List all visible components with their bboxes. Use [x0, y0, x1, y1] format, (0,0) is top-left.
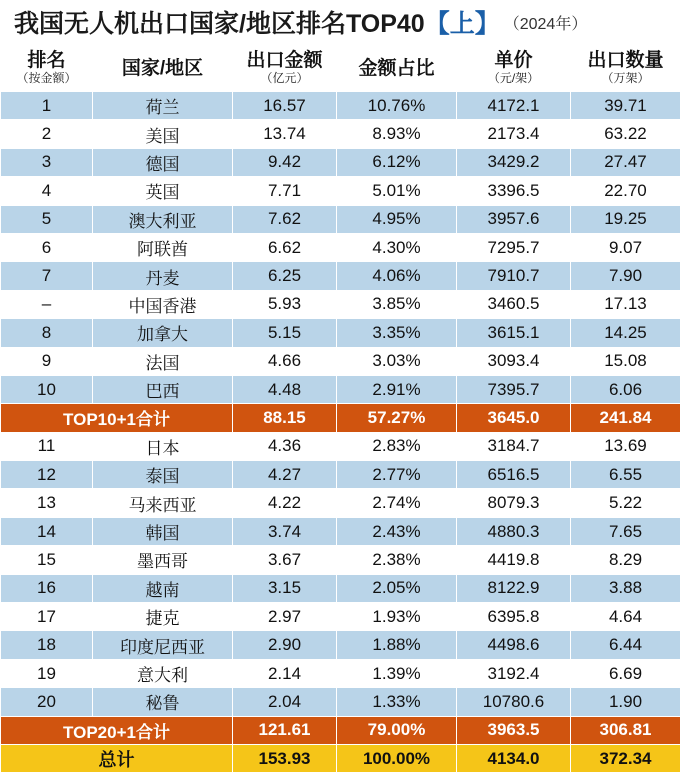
- table-row: [1, 546, 680, 574]
- cell-country: 阿联酋: [93, 233, 233, 261]
- cell-price: 3615.1: [457, 319, 571, 347]
- page-title: [0, 0, 680, 44]
- cell-country: 秘鲁: [93, 688, 233, 716]
- cell-share: 1.88%: [337, 631, 457, 659]
- header-main: 出口金额: [233, 50, 336, 71]
- header-cell-quantity: [571, 45, 680, 92]
- table-row: [1, 290, 680, 318]
- cell-price: 3645.0: [457, 404, 571, 432]
- cell-country: 意大利: [93, 659, 233, 687]
- cell-price: 10780.6: [457, 688, 571, 716]
- cell-amount: 88.15: [233, 404, 337, 432]
- table-row: [1, 205, 680, 233]
- cell-amount: 2.97: [233, 603, 337, 631]
- cell-price: 4498.6: [457, 631, 571, 659]
- table-row: [1, 177, 680, 205]
- cell-price: 3429.2: [457, 148, 571, 176]
- cell-price: 7295.7: [457, 233, 571, 261]
- cell-amount: 4.22: [233, 489, 337, 517]
- cell-country: 韩国: [93, 517, 233, 545]
- cell-country: 德国: [93, 148, 233, 176]
- cell-rank: 2: [1, 120, 93, 148]
- cell-rank: 18: [1, 631, 93, 659]
- cell-amount: 3.67: [233, 546, 337, 574]
- cell-share: 3.03%: [337, 347, 457, 375]
- cell-quantity: 9.07: [571, 233, 680, 261]
- table-row: [1, 92, 680, 120]
- cell-country: 日本: [93, 432, 233, 460]
- cell-price: 4880.3: [457, 517, 571, 545]
- cell-amount: 5.93: [233, 290, 337, 318]
- cell-share: 2.83%: [337, 432, 457, 460]
- cell-rank: 12: [1, 461, 93, 489]
- table-row: [1, 233, 680, 261]
- cell-share: 79.00%: [337, 716, 457, 744]
- cell-label: 总计: [1, 744, 233, 772]
- cell-country: 加拿大: [93, 319, 233, 347]
- cell-price: 3396.5: [457, 177, 571, 205]
- cell-quantity: 6.55: [571, 461, 680, 489]
- cell-amount: 13.74: [233, 120, 337, 148]
- table-row: [1, 489, 680, 517]
- cell-rank: –: [1, 290, 93, 318]
- header-sub: （元/架）: [457, 71, 570, 86]
- cell-amount: 7.62: [233, 205, 337, 233]
- header-cell-price: [457, 45, 571, 92]
- header-main: 单价: [457, 50, 570, 71]
- header-cell-country: [93, 45, 233, 92]
- table-row: [1, 659, 680, 687]
- cell-country: 法国: [93, 347, 233, 375]
- cell-amount: 4.48: [233, 375, 337, 403]
- cell-amount: 6.25: [233, 262, 337, 290]
- cell-rank: 6: [1, 233, 93, 261]
- cell-rank: 17: [1, 603, 93, 631]
- cell-amount: 3.15: [233, 574, 337, 602]
- cell-amount: 6.62: [233, 233, 337, 261]
- cell-quantity: 27.47: [571, 148, 680, 176]
- table-header-row: [1, 45, 680, 92]
- cell-price: 3184.7: [457, 432, 571, 460]
- cell-country: 巴西: [93, 375, 233, 403]
- cell-country: 中国香港: [93, 290, 233, 318]
- cell-rank: 5: [1, 205, 93, 233]
- cell-quantity: 13.69: [571, 432, 680, 460]
- cell-country: 英国: [93, 177, 233, 205]
- cell-country: 荷兰: [93, 92, 233, 120]
- cell-amount: 16.57: [233, 92, 337, 120]
- table-body: [1, 45, 680, 773]
- cell-country: 越南: [93, 574, 233, 602]
- cell-amount: 4.36: [233, 432, 337, 460]
- cell-share: 2.38%: [337, 546, 457, 574]
- cell-amount: 2.14: [233, 659, 337, 687]
- cell-rank: 7: [1, 262, 93, 290]
- cell-share: 100.00%: [337, 744, 457, 772]
- cell-rank: 3: [1, 148, 93, 176]
- cell-price: 8079.3: [457, 489, 571, 517]
- cell-quantity: 8.29: [571, 546, 680, 574]
- cell-rank: 8: [1, 319, 93, 347]
- cell-label: TOP20+1合计: [1, 716, 233, 744]
- cell-country: 印度尼西亚: [93, 631, 233, 659]
- cell-share: 1.39%: [337, 659, 457, 687]
- table-row: [1, 375, 680, 403]
- cell-rank: 15: [1, 546, 93, 574]
- cell-price: 3093.4: [457, 347, 571, 375]
- header-main: 金额占比: [337, 58, 456, 79]
- cell-rank: 1: [1, 92, 93, 120]
- cell-price: 6516.5: [457, 461, 571, 489]
- cell-country: 马来西亚: [93, 489, 233, 517]
- cell-amount: 7.71: [233, 177, 337, 205]
- cell-amount: 4.27: [233, 461, 337, 489]
- cell-label: TOP10+1合计: [1, 404, 233, 432]
- cell-share: 4.06%: [337, 262, 457, 290]
- cell-share: 5.01%: [337, 177, 457, 205]
- cell-share: 3.85%: [337, 290, 457, 318]
- subtotal-row: [1, 404, 680, 432]
- cell-price: 4172.1: [457, 92, 571, 120]
- cell-country: 泰国: [93, 461, 233, 489]
- table-row: [1, 319, 680, 347]
- cell-price: 7910.7: [457, 262, 571, 290]
- cell-share: 2.43%: [337, 517, 457, 545]
- cell-amount: 3.74: [233, 517, 337, 545]
- cell-amount: 153.93: [233, 744, 337, 772]
- cell-quantity: 241.84: [571, 404, 680, 432]
- cell-quantity: 19.25: [571, 205, 680, 233]
- cell-country: 美国: [93, 120, 233, 148]
- header-main: 国家/地区: [93, 58, 232, 79]
- cell-share: 8.93%: [337, 120, 457, 148]
- table-row: [1, 461, 680, 489]
- cell-quantity: 372.34: [571, 744, 680, 772]
- cell-share: 2.91%: [337, 375, 457, 403]
- cell-amount: 5.15: [233, 319, 337, 347]
- cell-share: 2.77%: [337, 461, 457, 489]
- header-sub: （亿元）: [233, 71, 336, 86]
- cell-quantity: 4.64: [571, 603, 680, 631]
- cell-price: 4134.0: [457, 744, 571, 772]
- total-row: [1, 744, 680, 772]
- cell-quantity: 7.65: [571, 517, 680, 545]
- cell-rank: 11: [1, 432, 93, 460]
- table-row: [1, 517, 680, 545]
- table-row: [1, 262, 680, 290]
- cell-share: 1.33%: [337, 688, 457, 716]
- table-row: [1, 631, 680, 659]
- cell-country: 澳大利亚: [93, 205, 233, 233]
- header-cell-amount: [233, 45, 337, 92]
- cell-share: 6.12%: [337, 148, 457, 176]
- table-row: [1, 148, 680, 176]
- title-highlight-text: 【上】: [425, 4, 500, 40]
- cell-share: 1.93%: [337, 603, 457, 631]
- cell-quantity: 6.44: [571, 631, 680, 659]
- header-sub: （万架）: [571, 71, 680, 86]
- cell-quantity: 7.90: [571, 262, 680, 290]
- title-year-text: （2024年）: [504, 11, 588, 34]
- header-sub: （按金额）: [1, 71, 92, 86]
- cell-rank: 20: [1, 688, 93, 716]
- cell-quantity: 63.22: [571, 120, 680, 148]
- header-main: 出口数量: [571, 50, 680, 71]
- cell-quantity: 22.70: [571, 177, 680, 205]
- table-row: [1, 603, 680, 631]
- cell-quantity: 39.71: [571, 92, 680, 120]
- table-row: [1, 120, 680, 148]
- cell-quantity: 15.08: [571, 347, 680, 375]
- cell-price: 8122.9: [457, 574, 571, 602]
- cell-quantity: 6.69: [571, 659, 680, 687]
- cell-price: 4419.8: [457, 546, 571, 574]
- cell-price: 3963.5: [457, 716, 571, 744]
- cell-quantity: 5.22: [571, 489, 680, 517]
- cell-rank: 13: [1, 489, 93, 517]
- cell-quantity: 17.13: [571, 290, 680, 318]
- cell-share: 2.05%: [337, 574, 457, 602]
- cell-rank: 14: [1, 517, 93, 545]
- cell-quantity: 6.06: [571, 375, 680, 403]
- cell-share: 3.35%: [337, 319, 457, 347]
- cell-price: 7395.7: [457, 375, 571, 403]
- cell-amount: 9.42: [233, 148, 337, 176]
- table-row: [1, 574, 680, 602]
- cell-country: 丹麦: [93, 262, 233, 290]
- cell-amount: 4.66: [233, 347, 337, 375]
- cell-amount: 2.04: [233, 688, 337, 716]
- cell-rank: 4: [1, 177, 93, 205]
- cell-quantity: 14.25: [571, 319, 680, 347]
- cell-amount: 121.61: [233, 716, 337, 744]
- export-ranking-table: [0, 44, 680, 773]
- cell-share: 57.27%: [337, 404, 457, 432]
- cell-country: 墨西哥: [93, 546, 233, 574]
- cell-quantity: 1.90: [571, 688, 680, 716]
- cell-quantity: 306.81: [571, 716, 680, 744]
- cell-rank: 9: [1, 347, 93, 375]
- cell-price: 3460.5: [457, 290, 571, 318]
- cell-country: 捷克: [93, 603, 233, 631]
- cell-share: 2.74%: [337, 489, 457, 517]
- cell-price: 3192.4: [457, 659, 571, 687]
- subtotal-row: [1, 716, 680, 744]
- cell-rank: 16: [1, 574, 93, 602]
- cell-share: 10.76%: [337, 92, 457, 120]
- cell-share: 4.95%: [337, 205, 457, 233]
- cell-price: 6395.8: [457, 603, 571, 631]
- title-main-text: 我国无人机出口国家/地区排名TOP40: [14, 4, 425, 40]
- header-main: 排名: [1, 50, 92, 71]
- cell-share: 4.30%: [337, 233, 457, 261]
- header-cell-share: [337, 45, 457, 92]
- header-cell-rank: [1, 45, 93, 92]
- table-row: [1, 432, 680, 460]
- table-row: [1, 688, 680, 716]
- table-row: [1, 347, 680, 375]
- cell-price: 2173.4: [457, 120, 571, 148]
- cell-rank: 10: [1, 375, 93, 403]
- cell-price: 3957.6: [457, 205, 571, 233]
- cell-rank: 19: [1, 659, 93, 687]
- cell-quantity: 3.88: [571, 574, 680, 602]
- cell-amount: 2.90: [233, 631, 337, 659]
